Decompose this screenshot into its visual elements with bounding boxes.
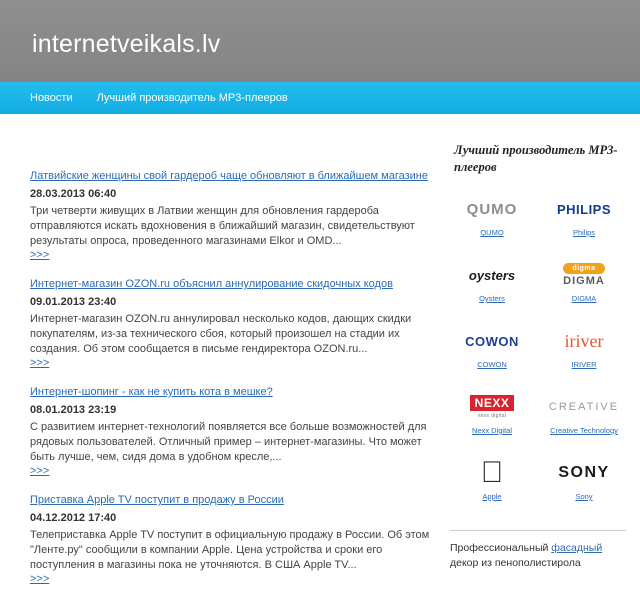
footer-text-before: Профессиональный	[450, 542, 552, 554]
content-wrapper	[0, 114, 640, 602]
article-excerpt: Интернет-магазин OZON.ru аннулировал несколько кодов, дающих скидки покупателям, из-за технического сбоя, который произошел на стадии их создания. Об этом сообщается в письме гендиректора OZON.ru...	[30, 313, 412, 355]
read-more-link[interactable]: >>>	[30, 249, 50, 261]
brand-qumo[interactable]	[448, 192, 536, 254]
oysters-logo-icon: oysters	[468, 267, 516, 283]
brand-creative[interactable]	[540, 390, 628, 452]
digma-logo-icon: digma DIGMA	[563, 265, 605, 287]
nexx-logo-icon: NEXX nexx digital	[448, 390, 536, 424]
nav-item-news[interactable]: Новости	[30, 92, 73, 104]
page-title: internetveikals.lv	[32, 30, 221, 58]
read-more-link[interactable]: >>>	[30, 357, 50, 369]
brand-iriver[interactable]	[540, 324, 628, 386]
sidebar-footer-text	[444, 541, 632, 571]
sony-logo-icon: SONY	[558, 464, 610, 481]
qumo-logo-icon: QUMO	[466, 200, 518, 218]
site-header	[0, 0, 640, 82]
brand-apple[interactable]	[448, 456, 536, 518]
brand-link-creative[interactable]: Creative Technology	[550, 426, 618, 435]
brand-link-qumo[interactable]: QUMO	[480, 228, 504, 237]
footer-text-after: декор из пенополистирола	[450, 557, 581, 569]
sidebar-title: Лучший производитель MP3-плееров	[454, 143, 618, 174]
article-title-link[interactable]: Интернет-шопинг - как не купить кота в мешке?	[30, 386, 273, 398]
article-excerpt: Телеприставка Apple TV поступит в официальную продажу в России. Об этом "Ленте.ру" сообщили в компании Apple. Цена устройства и сроки его поступления в магазины пока не уточняются. В США Apple TV...	[30, 529, 430, 571]
article-date: 04.12.2012 17:40	[30, 512, 117, 524]
brand-link-apple[interactable]: Apple	[482, 492, 502, 501]
article-date: 08.01.2013 23:19	[30, 404, 117, 416]
read-more-link[interactable]: >>>	[30, 465, 50, 477]
brand-digma[interactable]	[540, 258, 628, 320]
digma-pill: digma	[563, 263, 604, 274]
sidebar-divider	[450, 530, 626, 531]
nav-item-best-mp3[interactable]: Лучший производитель MP3-плееров	[96, 92, 288, 104]
creative-logo-icon: CREATIVE	[548, 400, 620, 413]
brand-link-oysters[interactable]: Oysters	[479, 294, 505, 303]
list-item	[30, 386, 432, 477]
brand-sony[interactable]	[540, 456, 628, 518]
brand-link-sony[interactable]: Sony	[575, 492, 593, 501]
article-list	[0, 114, 432, 602]
article-date: 09.01.2013 23:40	[30, 296, 117, 308]
main-navigation	[0, 82, 640, 114]
article-title-link[interactable]: Латвийские женщины свой гардероб чаще обновляют в ближайшем магазине	[30, 170, 429, 182]
list-item	[30, 494, 432, 585]
brand-link-philips[interactable]: Philips	[572, 228, 596, 237]
brand-link-cowon[interactable]: COWON	[477, 360, 507, 369]
iriver-logo-icon: iriver	[564, 331, 604, 351]
apple-logo-icon	[448, 456, 536, 490]
brand-link-nexx[interactable]: Nexx Digital	[471, 426, 512, 435]
list-item	[30, 170, 432, 261]
brand-link-iriver[interactable]: IRIVER	[571, 360, 597, 369]
article-title-link[interactable]: Приставка Apple TV поступит в продажу в России	[30, 494, 284, 506]
article-excerpt: С развитием интернет-технологий появляется все больше возможностей для рядовых пользователей. Отличный пример – интернет-магазины. Что может быть лучше, чем, сидя дома в удобном кресле,...	[30, 421, 427, 463]
article-date: 28.03.2013 06:40	[30, 188, 117, 200]
brand-cowon[interactable]	[448, 324, 536, 386]
brand-link-digma[interactable]: DIGMA	[571, 294, 597, 303]
brand-philips[interactable]	[540, 192, 628, 254]
brand-oysters[interactable]	[448, 258, 536, 320]
brand-logo-grid	[444, 192, 632, 518]
list-item	[30, 278, 432, 369]
footer-link[interactable]: фасадный	[551, 542, 603, 554]
sidebar	[432, 114, 640, 602]
brand-nexx[interactable]	[448, 390, 536, 452]
philips-logo-icon: PHILIPS	[556, 201, 612, 217]
read-more-link[interactable]: >>>	[30, 573, 50, 585]
article-title-link[interactable]: Интернет-магазин OZON.ru объяснил аннулирование скидочных кодов	[30, 278, 393, 290]
article-excerpt: Три четверти живущих в Латвии женщин для обновления гардероба отправляются искать вдохновения в ближайший магазин, свидетельствуют результаты опроса, проведенного магазинами Elkor и OMD...	[30, 205, 415, 247]
cowon-logo-icon: COWON	[465, 333, 519, 349]
nexx-tagline: nexx digital	[477, 413, 507, 419]
